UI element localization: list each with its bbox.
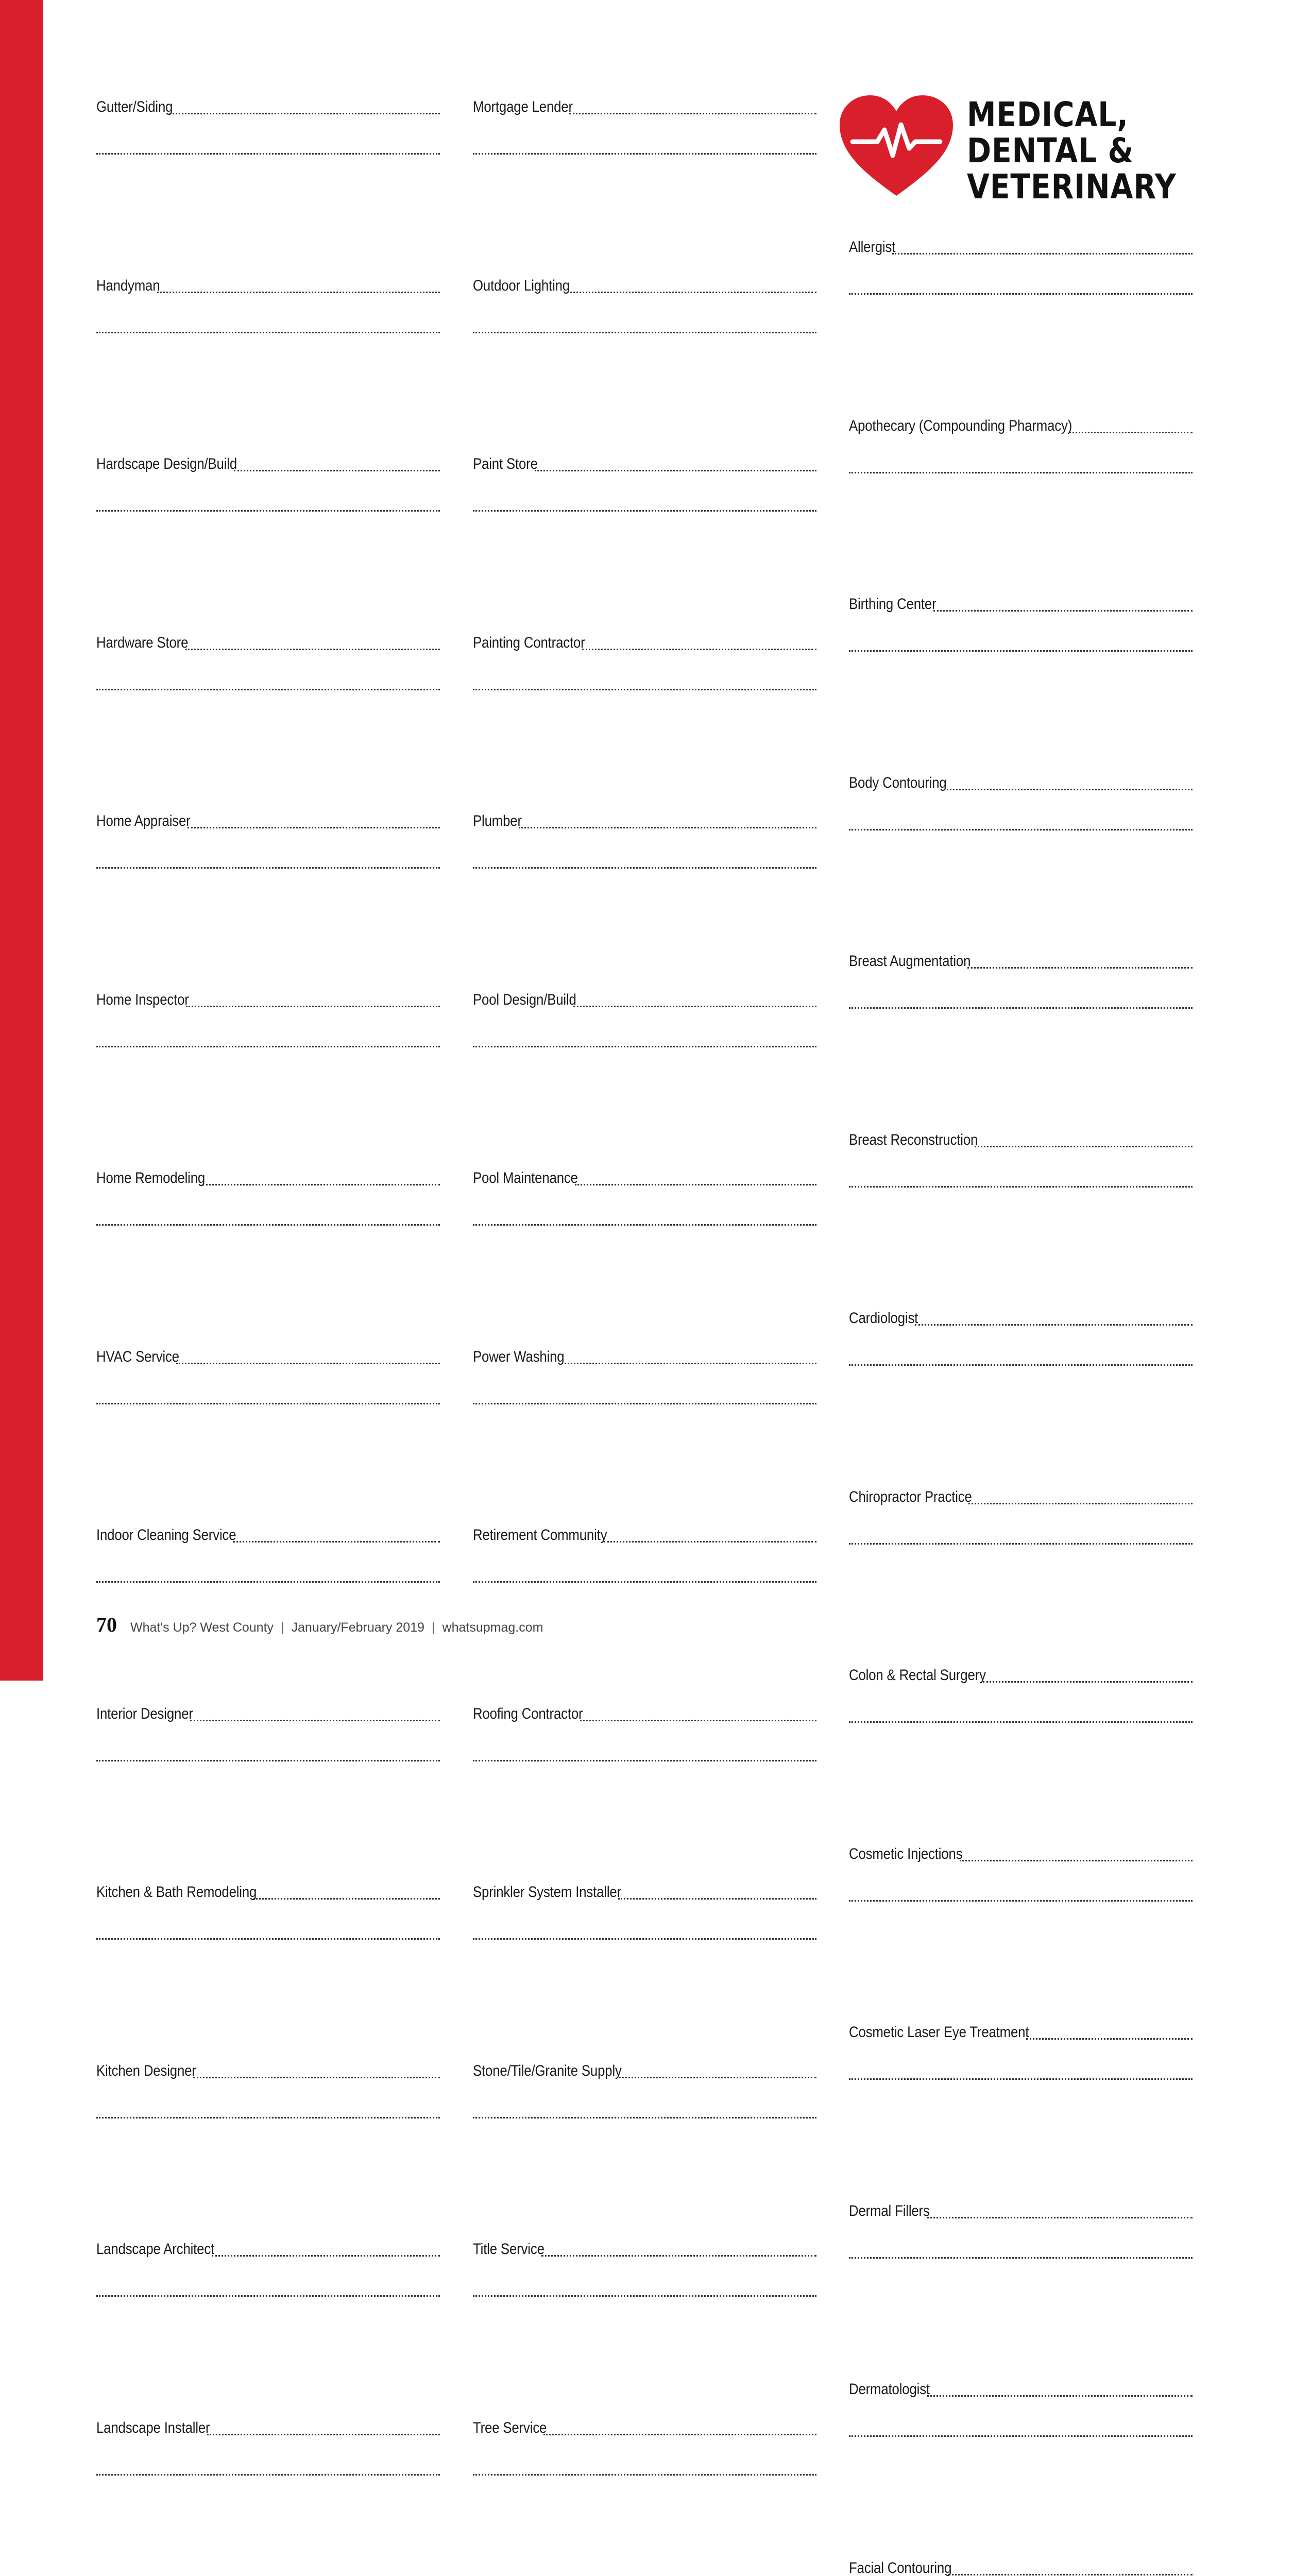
ballot-entry bbox=[96, 805, 440, 984]
ballot-entry bbox=[849, 231, 1193, 410]
category-label: Apothecary (Compounding Pharmacy) bbox=[849, 417, 1072, 435]
category-label: Hardware Store bbox=[96, 634, 188, 652]
category-row bbox=[849, 231, 1193, 257]
ballot-entry bbox=[849, 767, 1193, 945]
ballot-entry bbox=[96, 91, 440, 269]
category-label: Roofing Contractor bbox=[473, 1705, 583, 1723]
write-in-line[interactable] bbox=[473, 689, 816, 690]
page-number: 70 bbox=[96, 1613, 117, 1637]
write-in-line[interactable] bbox=[96, 2474, 440, 2476]
category-row bbox=[849, 945, 1193, 971]
category-label: Body Contouring bbox=[849, 774, 947, 792]
write-in-line[interactable] bbox=[618, 1897, 816, 1900]
category-row bbox=[849, 1124, 1193, 1149]
category-label: HVAC Service bbox=[96, 1348, 179, 1366]
write-in-line[interactable] bbox=[186, 1005, 440, 1007]
ballot-entry bbox=[473, 1162, 816, 1341]
write-in-line[interactable] bbox=[519, 826, 816, 828]
write-in-line[interactable] bbox=[933, 609, 1193, 612]
category-row bbox=[96, 91, 440, 116]
write-in-line[interactable] bbox=[473, 510, 816, 512]
ballot-entry bbox=[96, 1876, 440, 2055]
write-in-line[interactable] bbox=[202, 1183, 440, 1185]
write-in-line[interactable] bbox=[96, 867, 440, 869]
write-in-line[interactable] bbox=[169, 112, 440, 114]
category-row bbox=[96, 1162, 440, 1188]
category-label: Tree Service bbox=[473, 2419, 547, 2437]
category-row bbox=[96, 2412, 440, 2437]
write-in-line[interactable] bbox=[849, 1364, 1193, 1366]
category-label: Home Inspector bbox=[96, 991, 189, 1009]
ballot-entry bbox=[473, 2055, 816, 2233]
category-row bbox=[473, 984, 816, 1009]
category-row bbox=[849, 2552, 1193, 2576]
category-label: Hardscape Design/Build bbox=[96, 455, 237, 473]
category-label: Interior Designer bbox=[96, 1705, 193, 1723]
ballot-entry bbox=[849, 588, 1193, 767]
category-label: Handyman bbox=[96, 277, 160, 295]
write-in-line[interactable] bbox=[212, 2255, 440, 2257]
write-in-line[interactable] bbox=[190, 1719, 440, 1721]
ballot-entry bbox=[473, 1341, 816, 1519]
ballot-entry bbox=[473, 448, 816, 626]
ballot-entry bbox=[849, 410, 1193, 588]
section-header-medical bbox=[837, 93, 1198, 206]
ballot-entry bbox=[96, 2412, 440, 2576]
write-in-line[interactable] bbox=[473, 2117, 816, 2119]
category-label: Outdoor Lighting bbox=[473, 277, 570, 295]
category-label: Breast Reconstruction bbox=[849, 1131, 978, 1149]
category-label: Stone/Tile/Granite Supply bbox=[473, 2062, 622, 2080]
category-label: Sprinkler System Installer bbox=[473, 1883, 621, 1902]
category-label: Breast Augmentation bbox=[849, 952, 970, 971]
category-label: Landscape Installer bbox=[96, 2419, 210, 2437]
write-in-line[interactable] bbox=[1069, 431, 1193, 433]
category-row bbox=[849, 2016, 1193, 2042]
category-label: Dermal Fillers bbox=[849, 2202, 930, 2221]
category-label: Painting Contractor bbox=[473, 634, 585, 652]
category-label: Home Appraiser bbox=[96, 812, 191, 831]
category-label: Birthing Center bbox=[849, 595, 937, 614]
write-in-line[interactable] bbox=[567, 291, 816, 293]
category-row bbox=[96, 1341, 440, 1366]
category-row bbox=[96, 448, 440, 473]
write-in-line[interactable] bbox=[473, 2295, 816, 2297]
write-in-line[interactable] bbox=[473, 867, 816, 869]
ballot-entry bbox=[473, 2233, 816, 2412]
category-label: Home Remodeling bbox=[96, 1169, 205, 1188]
write-in-line[interactable] bbox=[944, 788, 1193, 790]
publication-name: What's Up? West County bbox=[130, 1620, 274, 1635]
category-label: Gutter/Siding bbox=[96, 98, 173, 116]
write-in-line[interactable] bbox=[849, 1186, 1193, 1188]
category-row bbox=[96, 2055, 440, 2080]
write-in-line[interactable] bbox=[573, 1005, 816, 1007]
write-in-line[interactable] bbox=[582, 648, 816, 650]
ballot-entry bbox=[96, 1341, 440, 1519]
write-in-line[interactable] bbox=[535, 469, 816, 471]
ballot-entry bbox=[849, 2373, 1193, 2552]
category-label: Pool Maintenance bbox=[473, 1169, 578, 1188]
category-row bbox=[96, 984, 440, 1009]
write-in-line[interactable] bbox=[1026, 2038, 1193, 2040]
category-row bbox=[849, 1481, 1193, 1506]
ballot-entry bbox=[849, 1302, 1193, 1481]
write-in-line[interactable] bbox=[96, 2295, 440, 2297]
heart-pulse-icon bbox=[837, 93, 956, 201]
write-in-line[interactable] bbox=[473, 1403, 816, 1404]
ballot-entry bbox=[473, 1876, 816, 2055]
ballot-entry bbox=[849, 2016, 1193, 2195]
ballot-entry bbox=[849, 2195, 1193, 2374]
category-label: Landscape Architect bbox=[96, 2240, 214, 2259]
write-in-line[interactable] bbox=[619, 2076, 817, 2078]
ballot-entry bbox=[473, 269, 816, 448]
category-label: Plumber bbox=[473, 812, 522, 831]
write-in-line[interactable] bbox=[96, 1046, 440, 1047]
write-in-line[interactable] bbox=[580, 1719, 816, 1721]
write-in-line[interactable] bbox=[849, 1007, 1193, 1009]
category-label: Pool Design/Build bbox=[473, 991, 576, 1009]
category-row bbox=[473, 1519, 816, 1545]
footer-separator: | bbox=[432, 1620, 435, 1635]
category-label: Kitchen & Bath Remodeling bbox=[96, 1883, 257, 1902]
red-side-bar bbox=[0, 0, 43, 1681]
write-in-line[interactable] bbox=[569, 112, 816, 114]
ballot-entry bbox=[849, 1659, 1193, 1838]
category-row bbox=[473, 2233, 816, 2259]
category-row bbox=[849, 410, 1193, 435]
column-medical bbox=[849, 231, 1193, 2576]
write-in-line[interactable] bbox=[849, 2078, 1193, 2080]
ballot-entry bbox=[96, 2055, 440, 2233]
ballot-entry bbox=[849, 2552, 1193, 2576]
write-in-line[interactable] bbox=[915, 1324, 1193, 1326]
ballot-entry bbox=[473, 984, 816, 1162]
page-footer bbox=[96, 1613, 543, 1637]
write-in-line[interactable] bbox=[604, 1540, 816, 1543]
ballot-entry bbox=[96, 1519, 440, 1698]
write-in-line[interactable] bbox=[849, 1900, 1193, 1902]
ballot-entry bbox=[96, 1698, 440, 1876]
write-in-line[interactable] bbox=[473, 1581, 816, 1583]
category-row bbox=[849, 2195, 1193, 2221]
write-in-line[interactable] bbox=[849, 1721, 1193, 1723]
category-row bbox=[849, 1302, 1193, 1328]
category-label: Cosmetic Laser Eye Treatment bbox=[849, 2023, 1029, 2042]
ballot-entry bbox=[473, 626, 816, 805]
write-in-line[interactable] bbox=[473, 1760, 816, 1761]
write-in-line[interactable] bbox=[473, 2474, 816, 2476]
write-in-line[interactable] bbox=[96, 332, 440, 333]
write-in-line[interactable] bbox=[561, 1362, 816, 1364]
ballot-entry bbox=[849, 1124, 1193, 1302]
ballot-entry bbox=[473, 1698, 816, 1876]
ballot-entry bbox=[96, 448, 440, 626]
category-row bbox=[473, 269, 816, 295]
category-label: Paint Store bbox=[473, 455, 538, 473]
category-row bbox=[96, 269, 440, 295]
write-in-line[interactable] bbox=[96, 1403, 440, 1404]
column-home-services-b bbox=[473, 91, 816, 2576]
write-in-line[interactable] bbox=[96, 510, 440, 512]
ballot-entry bbox=[96, 1162, 440, 1341]
category-row bbox=[96, 1698, 440, 1723]
category-row bbox=[473, 1876, 816, 1902]
category-row bbox=[473, 91, 816, 116]
write-in-line[interactable] bbox=[473, 153, 816, 155]
write-in-line[interactable] bbox=[473, 1224, 816, 1226]
section-title-line-1: MEDICAL, bbox=[967, 97, 1177, 133]
write-in-line[interactable] bbox=[960, 1859, 1193, 1861]
footer-separator: | bbox=[281, 1620, 284, 1635]
category-label: Retirement Community bbox=[473, 1526, 607, 1545]
write-in-line[interactable] bbox=[541, 2255, 816, 2257]
category-row bbox=[473, 626, 816, 652]
write-in-line[interactable] bbox=[233, 1540, 440, 1543]
write-in-line[interactable] bbox=[96, 1224, 440, 1226]
write-in-line[interactable] bbox=[193, 2076, 440, 2078]
category-row bbox=[849, 767, 1193, 792]
write-in-line[interactable] bbox=[983, 1681, 1193, 1683]
write-in-line[interactable] bbox=[188, 826, 440, 828]
category-label: Dermatologist bbox=[849, 2380, 930, 2399]
write-in-line[interactable] bbox=[96, 1938, 440, 1940]
write-in-line[interactable] bbox=[207, 2433, 440, 2435]
write-in-line[interactable] bbox=[975, 1145, 1193, 1147]
column-home-services-a bbox=[96, 91, 440, 2576]
write-in-line[interactable] bbox=[157, 291, 440, 293]
write-in-line[interactable] bbox=[968, 1502, 1193, 1504]
category-row bbox=[473, 1698, 816, 1723]
category-row bbox=[473, 805, 816, 831]
write-in-line[interactable] bbox=[96, 1760, 440, 1761]
write-in-line[interactable] bbox=[892, 252, 1193, 255]
ballot-entry bbox=[849, 1838, 1193, 2016]
write-in-line[interactable] bbox=[185, 648, 440, 650]
write-in-line[interactable] bbox=[849, 2257, 1193, 2259]
category-label: Power Washing bbox=[473, 1348, 564, 1366]
write-in-line[interactable] bbox=[849, 2435, 1193, 2437]
write-in-line[interactable] bbox=[473, 332, 816, 333]
write-in-line[interactable] bbox=[575, 1183, 816, 1185]
write-in-line[interactable] bbox=[849, 1543, 1193, 1545]
category-row bbox=[473, 448, 816, 473]
ballot-entry bbox=[96, 984, 440, 1162]
section-title-line-3: VETERINARY bbox=[967, 169, 1177, 205]
write-in-line[interactable] bbox=[849, 293, 1193, 295]
category-label: Allergist bbox=[849, 238, 895, 257]
category-row bbox=[849, 1659, 1193, 1685]
write-in-line[interactable] bbox=[473, 1046, 816, 1047]
category-label: Cardiologist bbox=[849, 1309, 918, 1328]
category-label: Cosmetic Injections bbox=[849, 1845, 962, 1863]
category-label: Kitchen Designer bbox=[96, 2062, 196, 2080]
ballot-entry bbox=[96, 626, 440, 805]
write-in-line[interactable] bbox=[234, 469, 440, 471]
write-in-line[interactable] bbox=[948, 2573, 1193, 2575]
category-row bbox=[473, 1162, 816, 1188]
write-in-line[interactable] bbox=[849, 650, 1193, 652]
category-label: Indoor Cleaning Service bbox=[96, 1526, 236, 1545]
website: whatsupmag.com bbox=[442, 1620, 543, 1635]
category-row bbox=[473, 2412, 816, 2437]
write-in-line[interactable] bbox=[96, 1581, 440, 1583]
write-in-line[interactable] bbox=[96, 153, 440, 155]
issue-date: January/February 2019 bbox=[292, 1620, 424, 1635]
write-in-line[interactable] bbox=[849, 829, 1193, 831]
write-in-line[interactable] bbox=[967, 967, 1193, 969]
category-row bbox=[96, 805, 440, 831]
ballot-entry bbox=[473, 91, 816, 269]
category-label: Title Service bbox=[473, 2240, 544, 2259]
category-label: Colon & Rectal Surgery bbox=[849, 1666, 986, 1685]
ballot-entry bbox=[96, 269, 440, 448]
write-in-line[interactable] bbox=[176, 1362, 440, 1364]
category-row bbox=[96, 626, 440, 652]
category-label: Facial Contouring bbox=[849, 2559, 951, 2576]
write-in-line[interactable] bbox=[96, 689, 440, 690]
write-in-line[interactable] bbox=[927, 2216, 1193, 2218]
category-label: Mortgage Lender bbox=[473, 98, 573, 116]
category-row bbox=[849, 588, 1193, 614]
write-in-line[interactable] bbox=[253, 1897, 440, 1900]
ballot-entry bbox=[96, 2233, 440, 2412]
write-in-line[interactable] bbox=[473, 1938, 816, 1940]
ballot-entry bbox=[473, 805, 816, 984]
category-row bbox=[849, 2373, 1193, 2399]
write-in-line[interactable] bbox=[849, 472, 1193, 473]
ballot-entry bbox=[849, 1481, 1193, 1659]
write-in-line[interactable] bbox=[543, 2433, 816, 2435]
category-row bbox=[473, 2055, 816, 2080]
ballot-entry bbox=[473, 2412, 816, 2576]
category-row bbox=[96, 1519, 440, 1545]
ballot-entry bbox=[849, 945, 1193, 1124]
category-row bbox=[96, 1876, 440, 1902]
section-title-line-2: DENTAL & bbox=[967, 133, 1177, 169]
ballot-entry bbox=[473, 1519, 816, 1698]
section-title bbox=[967, 97, 1177, 205]
write-in-line[interactable] bbox=[927, 2395, 1193, 2397]
category-row bbox=[96, 2233, 440, 2259]
write-in-line[interactable] bbox=[96, 2117, 440, 2119]
category-row bbox=[473, 1341, 816, 1366]
category-label: Chiropractor Practice bbox=[849, 1488, 972, 1506]
category-row bbox=[849, 1838, 1193, 1863]
